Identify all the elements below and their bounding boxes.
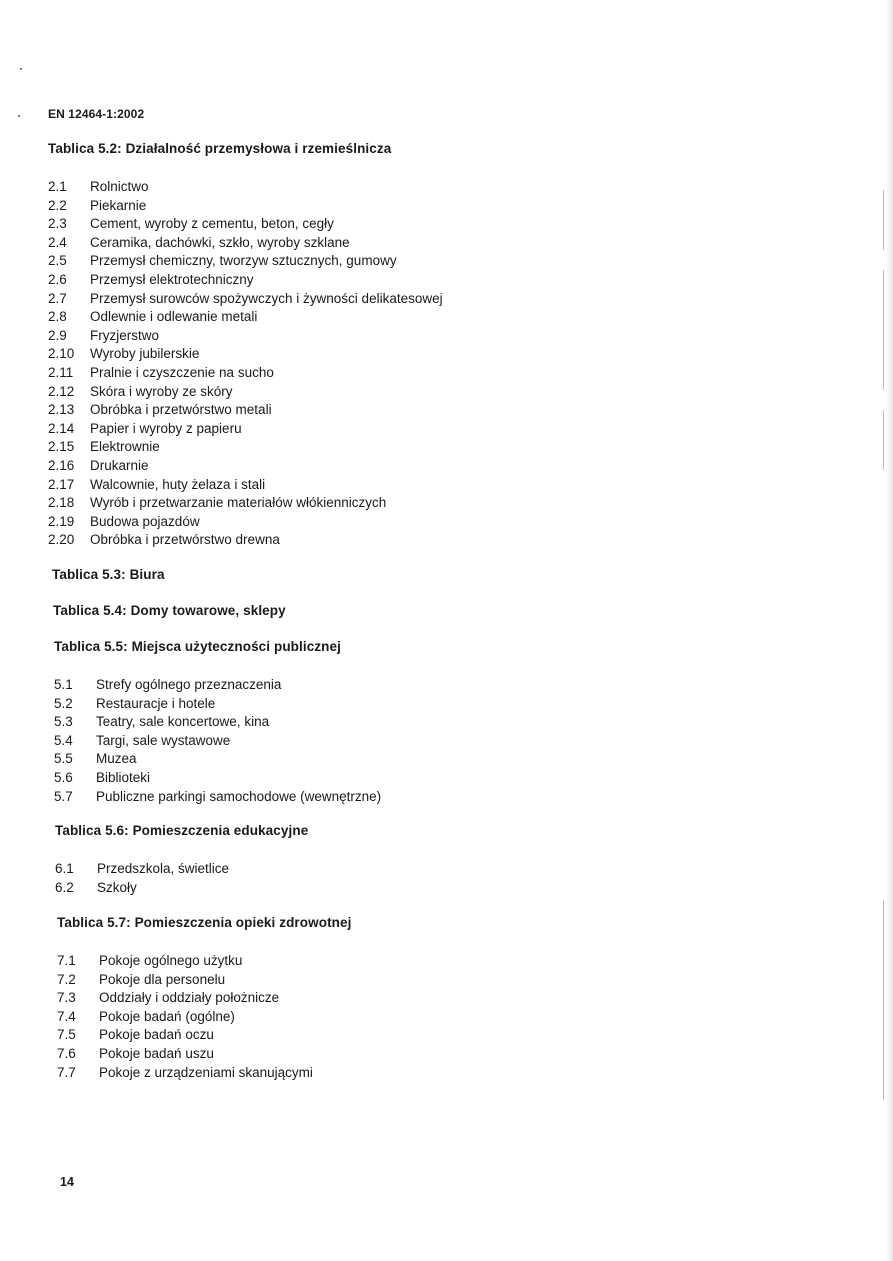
item-number: 2.9 — [48, 327, 67, 343]
item-number: 5.2 — [54, 695, 73, 711]
item-number: 5.4 — [54, 732, 73, 748]
list-item — [55, 879, 308, 898]
item-label: Obróbka i przetwórstwo drewna — [90, 532, 280, 548]
item-number: 2.10 — [48, 346, 75, 362]
list-item — [48, 494, 443, 513]
list-item — [54, 788, 381, 807]
item-number: 6.1 — [55, 861, 74, 876]
list-item — [57, 989, 351, 1008]
item-number: 2.12 — [48, 383, 75, 399]
section-table-5-3 — [52, 566, 165, 584]
scan-edge-mark — [883, 190, 884, 250]
scan-edge-mark — [883, 410, 884, 470]
item-label: Skóra i wyroby ze skóry — [90, 383, 233, 399]
scan-edge-mark — [883, 900, 884, 1100]
item-label: Pralnie i czyszczenie na sucho — [90, 364, 274, 380]
section-table-5-4 — [53, 602, 286, 620]
item-label: Pokoje ogólnego użytku — [99, 953, 243, 968]
item-number: 2.8 — [48, 309, 67, 325]
item-label: Teatry, sale koncertowe, kina — [96, 714, 270, 730]
item-number: 2.1 — [48, 179, 67, 194]
item-label: Biblioteki — [96, 769, 151, 785]
list-item — [48, 513, 443, 532]
section-table-5-5 — [54, 638, 381, 806]
section-title: Tablica 5.4: Domy towarowe, sklepy — [53, 603, 286, 618]
list-item — [54, 769, 381, 788]
item-number: 7.2 — [57, 971, 76, 987]
list-item — [48, 197, 443, 216]
scan-edge-shadow — [885, 0, 893, 1261]
item-label: Rolnictwo — [90, 179, 149, 194]
item-label: Przemysł elektrotechniczny — [90, 271, 254, 287]
list-item — [48, 252, 443, 271]
list-item — [54, 713, 381, 732]
item-number: 5.3 — [54, 714, 73, 730]
list-item — [48, 215, 443, 234]
item-number: 6.2 — [55, 879, 74, 895]
item-label: Papier i wyroby z papieru — [90, 420, 242, 436]
item-label: Drukarnie — [90, 457, 149, 473]
item-label: Przemysł surowców spożywczych i żywności delikatesowej — [90, 290, 443, 306]
item-number: 2.3 — [48, 216, 67, 232]
item-number: 2.5 — [48, 253, 67, 269]
item-number: 5.7 — [54, 788, 73, 804]
item-label: Wyrób i przetwarzanie materiałów włókienniczych — [90, 495, 387, 511]
item-number: 2.7 — [48, 290, 67, 306]
item-label: Pokoje z urządzeniami skanującymi — [99, 1064, 313, 1080]
item-number: 7.5 — [57, 1027, 76, 1043]
item-number: 7.1 — [57, 953, 76, 968]
list-item — [57, 971, 351, 990]
list-item — [48, 308, 443, 327]
item-number: 2.4 — [48, 234, 67, 250]
item-label: Obróbka i przetwórstwo metali — [90, 402, 272, 418]
item-number: 2.20 — [48, 532, 75, 548]
list-item — [48, 234, 443, 253]
item-label: Targi, sale wystawowe — [96, 732, 231, 748]
item-label: Elektrownie — [90, 439, 160, 455]
section-title: Tablica 5.6: Pomieszczenia edukacyjne — [55, 823, 309, 838]
item-label: Strefy ogólnego przeznaczenia — [96, 677, 282, 692]
item-label: Przemysł chemiczny, tworzyw sztucznych, gumowy — [90, 253, 397, 269]
item-label: Pokoje badań oczu — [99, 1027, 214, 1043]
item-label: Budowa pojazdów — [90, 513, 200, 529]
item-number: 7.3 — [57, 990, 76, 1006]
section-title: Tablica 5.7: Pomieszczenia opieki zdrowotnej — [57, 915, 352, 930]
scan-edge-mark — [883, 270, 884, 390]
section-title: Tablica 5.3: Biura — [52, 567, 165, 582]
item-label: Walcownie, huty żelaza i stali — [90, 476, 266, 492]
item-label: Fryzjerstwo — [90, 327, 160, 343]
item-number: 2.11 — [48, 364, 74, 380]
list-item — [48, 531, 443, 550]
item-number: 7.4 — [57, 1008, 76, 1024]
list-item — [48, 290, 443, 309]
item-number: 7.7 — [57, 1064, 76, 1080]
scan-speck — [18, 115, 20, 117]
item-number: 2.18 — [48, 495, 75, 511]
item-label: Odlewnie i odlewanie metali — [90, 309, 258, 325]
section-table-5-2 — [48, 140, 443, 550]
item-label: Pokoje badań uszu — [99, 1045, 214, 1061]
page-number: 14 — [60, 1175, 74, 1189]
item-number: 2.2 — [48, 197, 67, 213]
item-label: Szkoły — [97, 879, 137, 895]
section-table-5-7 — [57, 914, 351, 1082]
list-item — [55, 860, 308, 879]
item-label: Pokoje dla personelu — [99, 971, 226, 987]
item-label: Ceramika, dachówki, szkło, wyroby szklane — [90, 234, 350, 250]
list-item — [54, 695, 381, 714]
list-item — [48, 476, 443, 495]
item-number: 5.6 — [54, 769, 73, 785]
list-item — [48, 420, 443, 439]
list-item — [57, 1045, 351, 1064]
section-title: Tablica 5.2: Działalność przemysłowa i rzemieślnicza — [48, 141, 392, 156]
list-item — [57, 952, 351, 971]
list-item — [48, 345, 443, 364]
item-label: Piekarnie — [90, 197, 147, 213]
item-number: 2.14 — [48, 420, 75, 436]
item-number: 7.6 — [57, 1045, 76, 1061]
item-label: Wyroby jubilerskie — [90, 346, 200, 362]
item-number: 2.17 — [48, 476, 75, 492]
list-item — [48, 438, 443, 457]
document-header: EN 12464-1:2002 — [48, 107, 145, 121]
item-label: Restauracje i hotele — [96, 695, 216, 711]
list-item — [48, 271, 443, 290]
section-list — [57, 952, 351, 1082]
list-item — [48, 457, 443, 476]
item-label: Muzea — [96, 751, 137, 767]
list-item — [57, 1008, 351, 1027]
item-label: Pokoje badań (ogólne) — [99, 1008, 235, 1024]
section-title: Tablica 5.5: Miejsca użyteczności publicznej — [54, 639, 341, 654]
list-item — [54, 750, 381, 769]
list-item — [57, 1064, 351, 1083]
list-item — [54, 732, 381, 751]
list-item — [48, 383, 443, 402]
item-number: 2.16 — [48, 457, 75, 473]
section-list — [48, 178, 443, 550]
list-item — [57, 1026, 351, 1045]
item-number: 5.5 — [54, 751, 73, 767]
list-item — [48, 178, 443, 197]
item-label: Oddziały i oddziały położnicze — [99, 990, 280, 1006]
item-label: Przedszkola, świetlice — [97, 861, 230, 876]
item-number: 2.6 — [48, 271, 67, 287]
section-table-5-6 — [55, 822, 308, 897]
item-number: 2.15 — [48, 439, 75, 455]
list-item — [54, 676, 381, 695]
item-number: 2.19 — [48, 513, 75, 529]
list-item — [48, 327, 443, 346]
item-label: Publiczne parkingi samochodowe (wewnętrzne) — [96, 788, 382, 804]
item-number: 2.13 — [48, 402, 75, 418]
section-list — [55, 860, 308, 897]
list-item — [48, 401, 443, 420]
list-item — [48, 364, 443, 383]
scan-speck — [20, 68, 22, 70]
section-list — [54, 676, 381, 806]
item-number: 5.1 — [54, 677, 73, 692]
item-label: Cement, wyroby z cementu, beton, cegły — [90, 216, 334, 232]
